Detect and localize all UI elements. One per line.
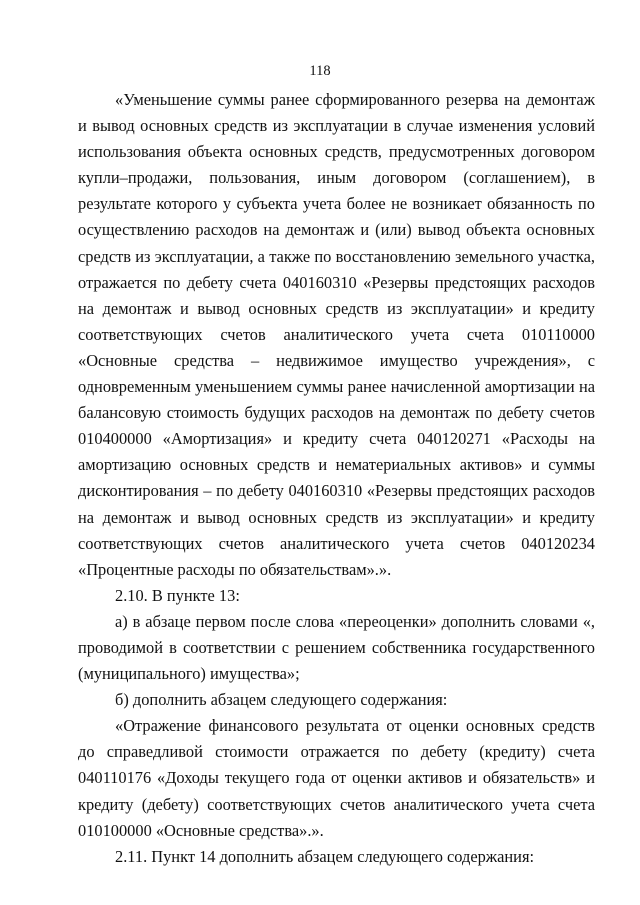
paragraph-fair-value: «Отражение финансового результата от оценки основных средств до справедливой стоимости отражается по дебету (кредиту) счета 040110176 «Доходы текущего года от оценки активов и обязательств» и кредиту (дебету) соответствующих счетов аналитического учета счета 010100000 «Основные средства».».: [78, 716, 595, 840]
page-number: 118: [309, 63, 331, 79]
paragraph-subitem-b: б) дополнить абзацем следующего содержания:: [115, 690, 448, 710]
paragraph-reserve-reduction: «Уменьшение суммы ранее сформированного резерва на демонтаж и вывод основных средств из эксплуатации в случае изменения условий использования объекта основных средств, предусмотренных договором купли–продажи, пользования, иным договором (соглашением), в результате которого у субъекта учета более не возникает обязанность по осуществлению расходов на демонтаж и (или) вывод объекта основных средств из эксплуатации, а также по восстановлению земельного участка, отражается по дебету счета 040160310 «Резервы предстоящих расходов на демонтаж и вывод основных средств из эксплуатации» и кредиту соответствующих счетов аналитического учета счета 010110000 «Основные средства – недвижимое имущество учреждения», с одновременным уменьшением суммы ранее начисленной амортизации на балансовую стоимость будущих расходов на демонтаж по дебету счетов 010400000 «Амортизация» и кредиту счета 040120271 «Расходы на амортизацию основных средств и нематериальных активов» и суммы дисконтирования – по дебету 040160310 «Резервы предстоящих расходов на демонтаж и вывод основных средств из эксплуатации» и кредиту соответствующих счетов аналитического учета счетов 040120234 «Процентные расходы по обязательствам».».: [78, 90, 595, 579]
paragraph-item-2-11: 2.11. Пункт 14 дополнить абзацем следующего содержания:: [115, 846, 535, 866]
paragraph-subitem-a: а) в абзаце первом после слова «переоценки» дополнить словами «, проводимой в соответствии с решением собственника государственного (муниципального) имущества»;: [78, 611, 595, 684]
paragraph-item-2-10: 2.10. В пункте 13:: [115, 585, 240, 605]
document-body: [78, 87, 595, 870]
